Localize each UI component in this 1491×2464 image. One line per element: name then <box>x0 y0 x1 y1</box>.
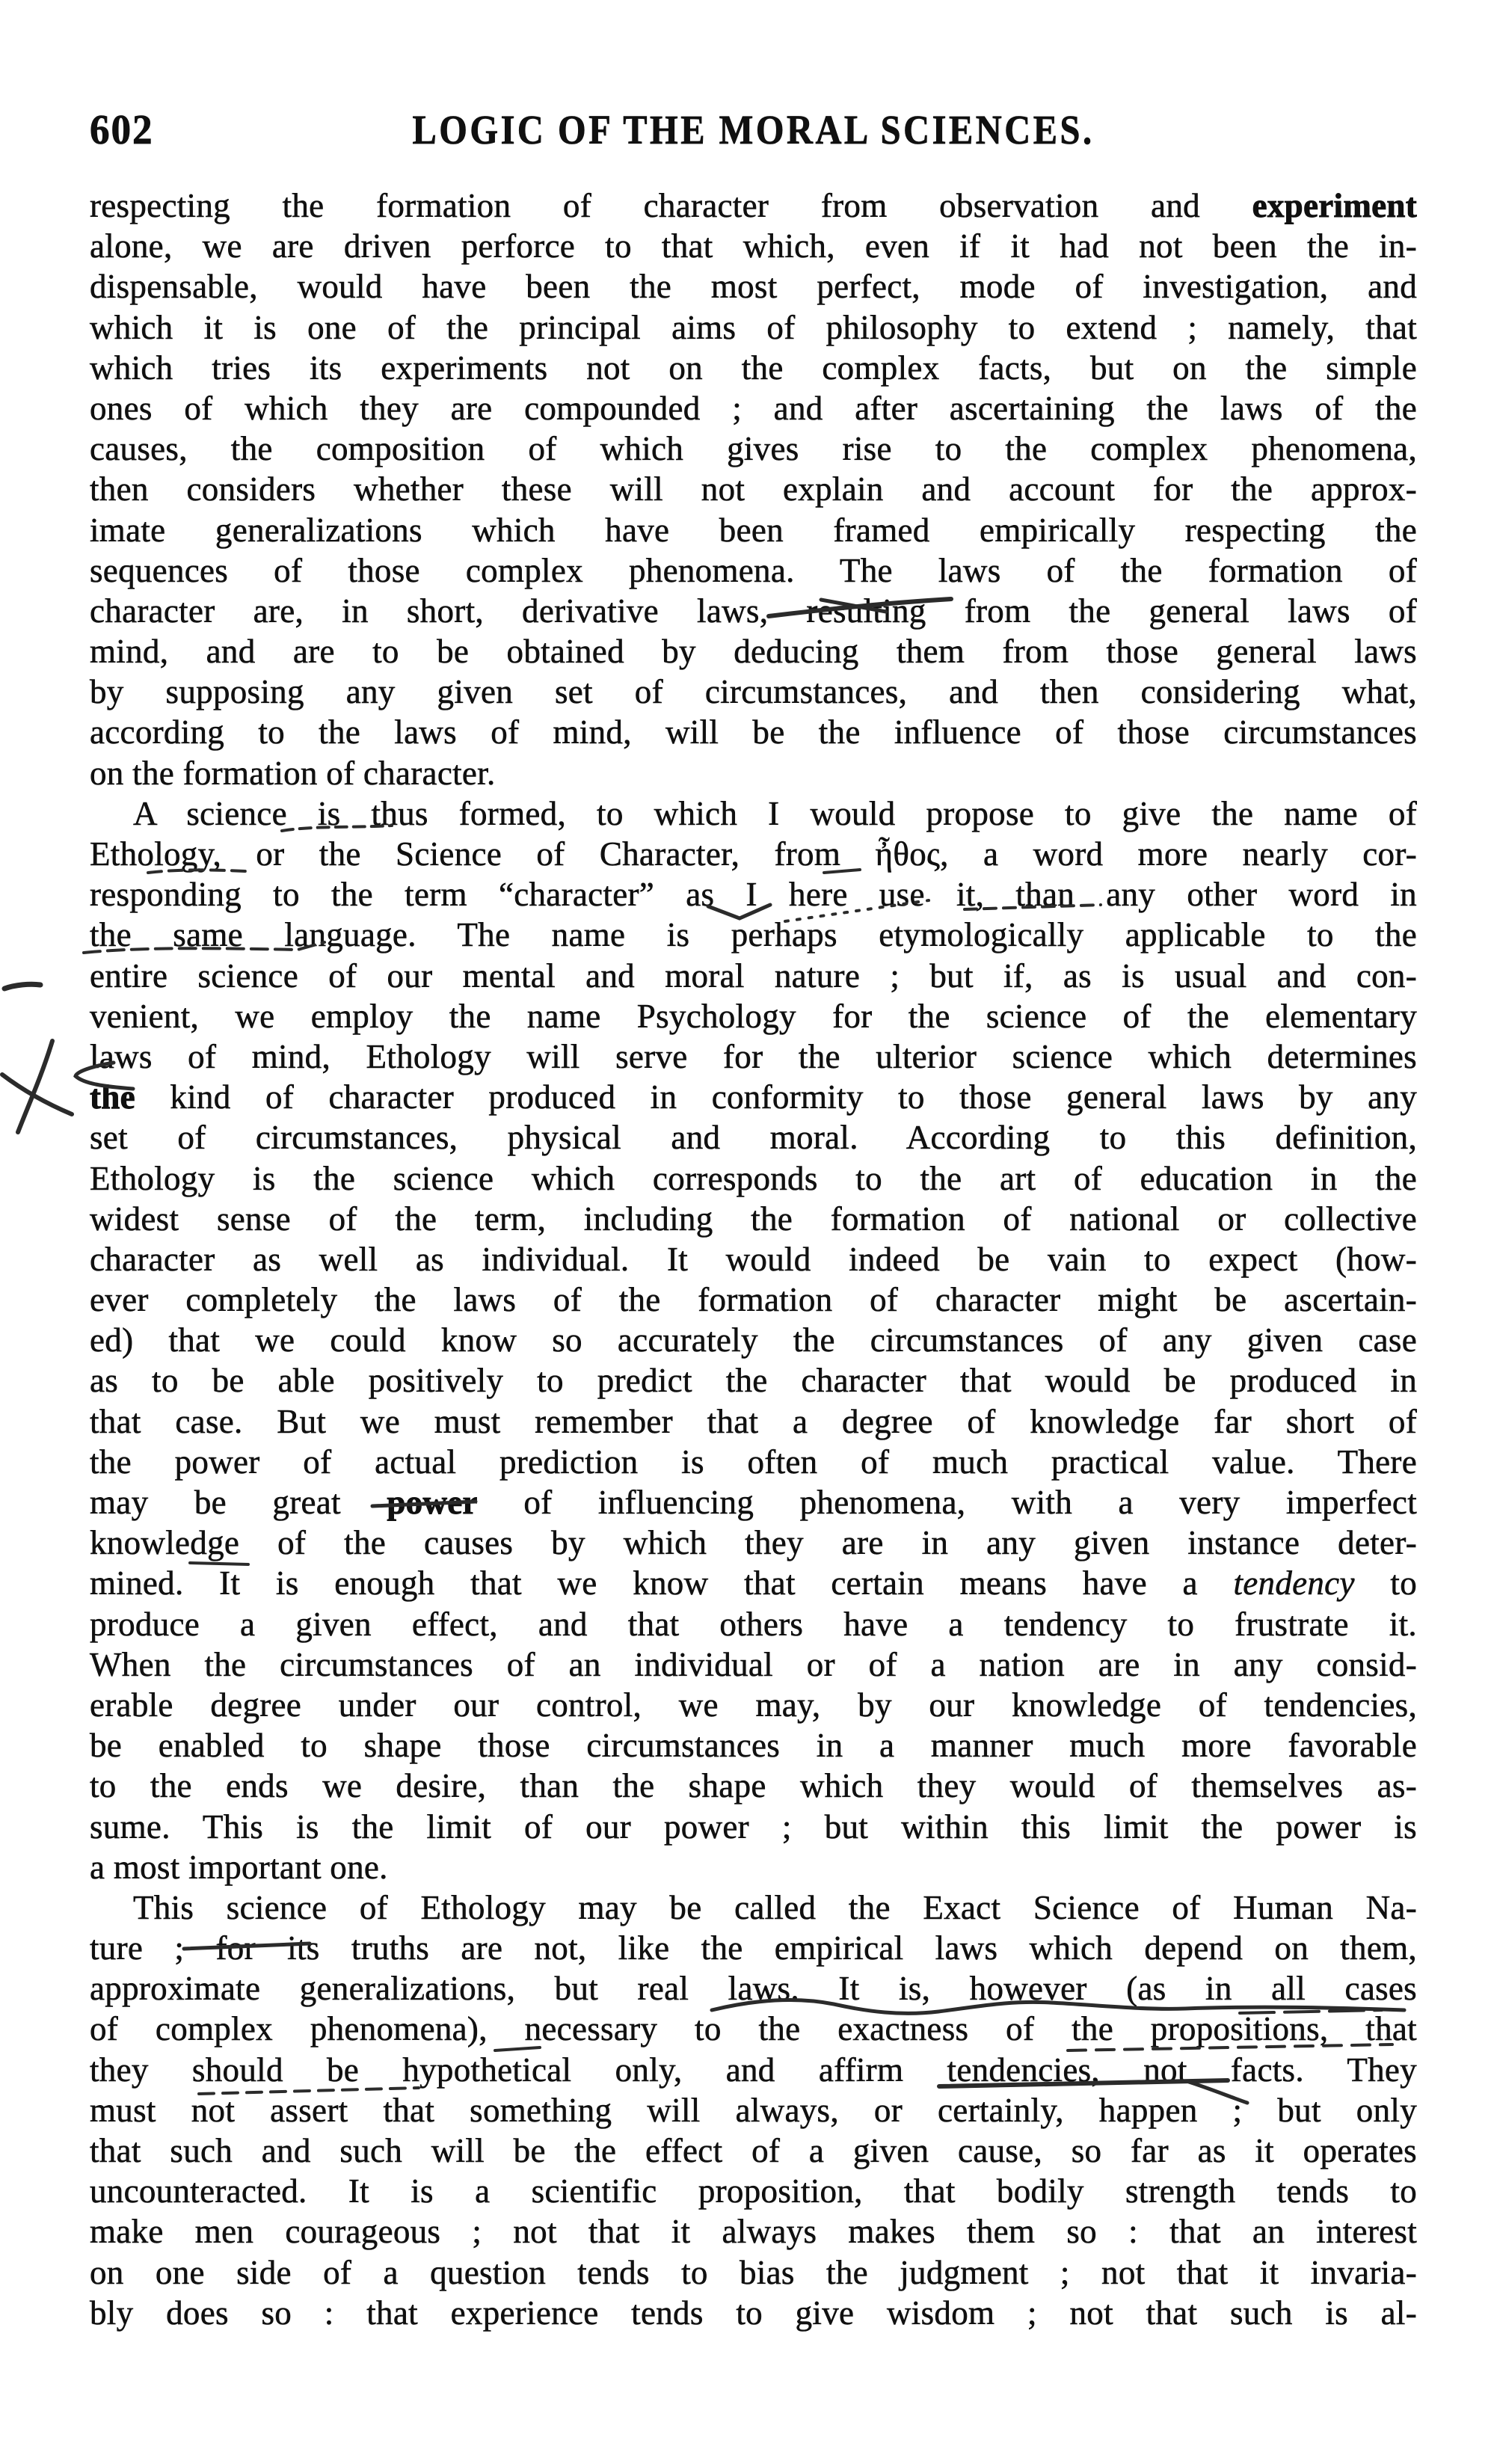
text-line: that case. But we must remember that a degree of knowledge far short of <box>90 1402 1417 1440</box>
text-line: mind, and are to be obtained by deducing them from those general laws <box>90 633 1417 671</box>
text-line: a most important one. <box>90 1848 388 1886</box>
text-line: A science is thus formed, to which I would propose to give the name of <box>133 794 1417 832</box>
text-line: imate generalizations which have been framed empirically respecting the <box>90 511 1417 549</box>
pencil-margin-x-stroke-1 <box>18 1041 52 1132</box>
text-line: on the formation of character. <box>90 754 496 792</box>
text-line: sume. This is the limit of our power ; but within this limit the power is <box>90 1807 1417 1846</box>
page-number: 602 <box>90 107 154 153</box>
text-line: they should be hypothetical only, and affirm tendencies, not facts. They <box>90 2050 1417 2089</box>
text-line: the kind of character produced in conformity to those general laws by any <box>90 1078 1417 1116</box>
text-line: entire science of our mental and moral nature ; but if, as is usual and con- <box>90 956 1417 995</box>
text-line: ture ; for its truths are not, like the empirical laws which depend on them, <box>90 1929 1417 1967</box>
text-line: venient, we employ the name Psychology for the science of the elementary <box>90 997 1417 1035</box>
page-body <box>90 185 1417 2333</box>
text-line: causes, the composition of which gives rise to the complex phenomena, <box>90 430 1417 468</box>
text-line: may be great power of influencing phenomena, with a very imperfect <box>90 1484 1417 1521</box>
text-line: the same language. The name is perhaps etymologically applicable to the <box>90 916 1417 954</box>
text-line: ever completely the laws of the formation of character might be ascertain- <box>90 1281 1417 1319</box>
text-line: which it is one of the principal aims of philosophy to extend ; namely, that <box>90 308 1417 346</box>
text-line: mined. It is enough that we know that certain means have a tendency to <box>90 1564 1417 1603</box>
text-line: sequences of those complex phenomena. The laws of the formation of <box>90 551 1417 589</box>
text-line: approximate generalizations, but real laws. It is, however (as in all cases <box>90 1970 1417 2008</box>
text-line: respecting the formation of character from observation and experiment <box>90 187 1417 224</box>
text-line: ones of which they are compounded ; and after ascertaining the laws of the <box>90 389 1417 427</box>
pencil-margin-dash <box>4 984 40 989</box>
text-line: which tries its experiments not on the complex facts, but on the simple <box>90 348 1417 387</box>
running-title: LOGIC OF THE MORAL SCIENCES. <box>412 107 1095 153</box>
text-line: according to the laws of mind, will be the influence of those circumstances <box>90 713 1417 752</box>
page-header <box>90 106 1417 154</box>
text-line: bly does so : that experience tends to give wisdom ; not that such is al- <box>90 2294 1417 2332</box>
text-line: responding to the term “character” as I here use it, than any other word in <box>90 876 1417 914</box>
text-line: then considers whether these will not explain and account for the approx- <box>90 470 1417 509</box>
text-line: produce a given effect, and that others have a tendency to frustrate it. <box>90 1605 1417 1643</box>
text-line: the power of actual prediction is often of much practical value. There <box>90 1443 1417 1481</box>
text-line: of complex phenomena), necessary to the exactness of the propositions, that <box>90 2010 1417 2048</box>
text-line: dispensable, would have been the most perfect, mode of investigation, and <box>90 268 1417 306</box>
text-line: must not assert that something will always, or certainly, happen ; but only <box>90 2091 1417 2129</box>
text-line: be enabled to shape those circumstances in a manner much more favorable <box>90 1727 1417 1765</box>
text-line: Ethology, or the Science of Character, from ἦθος, a word more nearly cor- <box>90 835 1417 873</box>
text-line: ed) that we could know so accurately the circumstances of any given case <box>90 1321 1417 1359</box>
text-line: laws of mind, Ethology will serve for the ulterior science which determines <box>90 1037 1417 1075</box>
text-line: character are, in short, derivative laws, resulting from the general laws of <box>90 592 1417 630</box>
text-line: by supposing any given set of circumstances, and then considering what, <box>90 673 1417 711</box>
text-line: Ethology is the science which corresponds to the art of education in the <box>90 1159 1417 1197</box>
text-line: set of circumstances, physical and moral. According to this definition, <box>90 1119 1417 1157</box>
text-line: that such and such will be the effect of a given cause, so far as it operates <box>90 2132 1417 2169</box>
text-line: as to be able positively to predict the character that would be produced in <box>90 1362 1417 1400</box>
text-line: to the ends we desire, than the shape which they would of themselves as- <box>90 1767 1417 1805</box>
text-line: erable degree under our control, we may, by our knowledge of tendencies, <box>90 1686 1417 1724</box>
pencil-margin-x-stroke-2 <box>2 1075 72 1114</box>
text-line: on one side of a question tends to bias the judgment ; not that it invaria- <box>90 2253 1417 2291</box>
text-line: alone, we are driven perforce to that which, even if it had not been the in- <box>90 227 1417 265</box>
text-line: character as well as individual. It would indeed be vain to expect (how- <box>90 1240 1417 1278</box>
text-line: uncounteracted. It is a scientific proposition, that bodily strength tends to <box>90 2172 1417 2210</box>
text-line: make men courageous ; not that it always makes them so : that an interest <box>90 2213 1417 2251</box>
text-line: When the circumstances of an individual or of a nation are in any consid- <box>90 1645 1417 1683</box>
text-line: knowledge of the causes by which they are in any given instance deter- <box>90 1524 1417 1562</box>
text-line: This science of Ethology may be called the Exact Science of Human Na- <box>133 1888 1417 1926</box>
text-line: widest sense of the term, including the formation of national or collective <box>90 1199 1417 1238</box>
